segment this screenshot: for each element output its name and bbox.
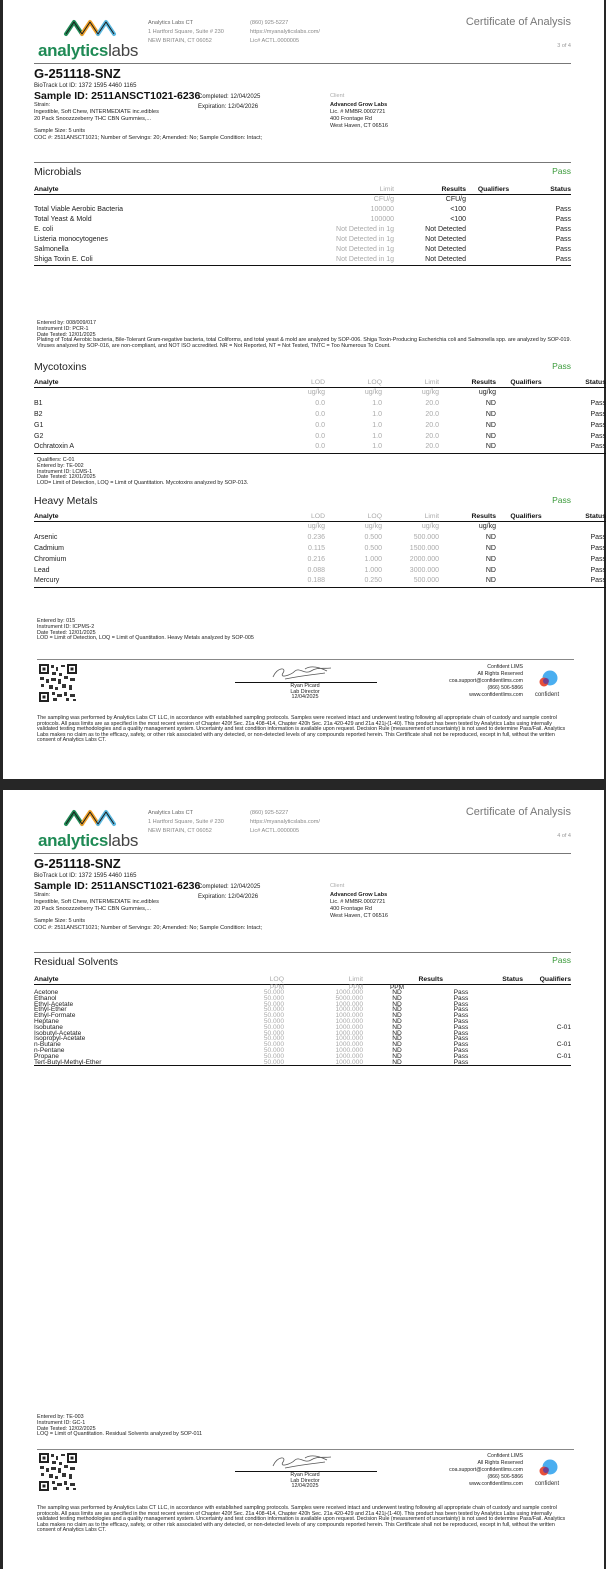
lims-email-link[interactable]: coa.support@confidentlims.com xyxy=(449,1467,523,1473)
lims-email-link[interactable]: coa.support@confidentlims.com xyxy=(449,678,523,684)
page-number: 4 of 4 xyxy=(557,833,571,839)
coa-page-4 xyxy=(3,790,604,1569)
page-header xyxy=(34,802,571,854)
qr-code-icon[interactable] xyxy=(39,1453,77,1491)
lims-info: Confident LIMS All Rights Reserved coa.support@confidentlims.com (866) 506-5866 www.confidentlims.com xyxy=(403,664,523,699)
table-row: Propane 50.000 1000.000 ND Pass C-01 xyxy=(34,1052,571,1060)
heavy-metals-section xyxy=(34,495,606,595)
batch-id: G-251118-SNZ xyxy=(34,856,121,871)
heavy-metals-notes: Entered by: 015 Instrument ID: ICPMS-2 Date Tested: 12/01/2025 LOD = Limit of Detection, LOQ = Limit of Quantitation. Heavy Metals analyzed by SOP-005 xyxy=(37,618,254,642)
section-status: Pass xyxy=(552,166,571,176)
signature-icon xyxy=(265,663,345,683)
table-row: n-Pentane 50.000 1000.000 ND Pass xyxy=(34,1047,469,1055)
confident-logo-icon xyxy=(530,668,564,692)
table-row: Lead 0.088 1.000 3000.000 ND Pass xyxy=(34,566,606,574)
strain-info: Strain: Ingestible, Soft Chew, INTERMEDIATE inc.edibles 20 Pack Snoozzzeberry THC CBN Gummies,... xyxy=(34,892,159,912)
microbials-table: Analyte Limit Results Qualifiers Status CFU/g CFU/g Total Viable Aerobic Bacteria 100000 <100 Pass Total Yeast & Mold 100000 <100 Pass E. coli Not Detected in 1g Not Detected Pass Listeria monocytogenes Not Detected in 1g Not Detected Pass Salmonella Not Detected in 1g Not Detected Pass Shiga Toxin E. Coli Not Detected in 1g Not Detected Pass xyxy=(34,185,571,266)
doc-title: Certificate of Analysis xyxy=(465,16,571,28)
mycotoxins-section xyxy=(34,361,606,461)
coa-page-3 xyxy=(3,0,604,779)
section-status: Pass xyxy=(552,361,571,371)
table-row: Total Yeast & Mold 100000 <100 Pass xyxy=(34,216,571,223)
analytics-labs-logo xyxy=(36,804,139,852)
sample-size: Sample Size: 5 units COC #: 2511ANSCT1021; Number of Servings: 20; Amended: No; Sample Condition: Intact; xyxy=(34,128,263,141)
table-row: Salmonella Not Detected in 1g Not Detected Pass xyxy=(34,246,571,253)
table-row: Acetone 50.000 1000.000 ND Pass xyxy=(34,989,469,997)
table-row: Tert-Butyl-Methyl-Ether 50.000 1000.000 ND Pass xyxy=(34,1060,571,1066)
biotrack-lot-id: BioTrack Lot ID: 1372 1595 4460 1165 xyxy=(34,83,137,89)
table-row: Isobutane 50.000 1000.000 ND Pass C-01 xyxy=(34,1023,571,1031)
disclaimer-text: The sampling was performed by Analytics Labs CT LLC, in accordance with established sampling protocols. Samples were received intact and underwent testing following all appropriate chain of custody and sample control protocols. All pass limits are as specified in the most recent version of Chapter 420f Sec. 21a 408-414, Chapter 420h Sec. 21a 420-429 and 21a 421j-(1-40). This product has been tested by Analytics Labs using internally validated testing methodologies and a quality management system. Uncertainty and test condition information is available upon request. Decision Rule (measurement of uncertainty) is not used to determine Pass/Fail. Analytics Labs makes no claim as to the efficacy, safety, or other risk associated with any detected, or non-detected levels of any compounds reported herein. This Certificate shall not be reproduced, except in full, without the written consent of Analytics Labs CT. xyxy=(37,715,566,744)
confident-logo-icon xyxy=(530,1457,564,1481)
section-title: Mycotoxins xyxy=(34,361,87,373)
table-row: B2 0.0 1.0 20.0 ND Pass xyxy=(34,410,606,418)
strain-info: Strain: Ingestible, Soft Chew, INTERMEDIATE inc.edibles 20 Pack Snoozzzeberry THC CBN Gummies,... xyxy=(34,102,159,122)
lims-info: Confident LIMS All Rights Reserved coa.support@confidentlims.com (866) 506-5866 www.confidentlims.com xyxy=(403,1453,523,1488)
logo-text: analyticslabs xyxy=(38,41,139,60)
sample-id: Sample ID: 2511ANSCT1021-6236 xyxy=(34,880,201,892)
table-row: Isobutyl-Acetate 50.000 1000.000 ND Pass xyxy=(34,1029,469,1037)
logo-wave-icon xyxy=(36,14,136,42)
table-row: Listeria monocytogenes Not Detected in 1g Not Detected Pass xyxy=(34,236,571,243)
table-row: Ethyl-Acetate 50.000 1000.000 ND Pass xyxy=(34,1000,469,1008)
client-info: Client Advanced Grow Labs Lic. # MMBR.0002721 400 Frontage Rd West Haven, CT 06516 xyxy=(330,93,388,129)
analytics-labs-logo xyxy=(36,14,139,62)
mycotoxins-table: Analyte LOD LOQ Limit Results Qualifiers Status ug/kg ug/kg ug/kg ug/kg B1 0.0 1.0 20.0 ND Pass B2 0.0 1.0 20.0 ND Pass G1 0.0 1.0 20.0 ND Pass G2 0.0 1.0 20.0 ND Pass Ochratoxin A 0.0 1.0 20.0 ND Pass xyxy=(34,378,606,454)
table-row: Isopropyl-Acetate 50.000 1000.000 ND Pass xyxy=(34,1035,469,1043)
table-row: G2 0.0 1.0 20.0 ND Pass xyxy=(34,432,606,440)
section-title: Microbials xyxy=(34,166,82,178)
table-row: n-Butane 50.000 1000.000 ND Pass C-01 xyxy=(34,1041,571,1049)
signer-block: Ryan Picard Lab Director 12/04/2025 xyxy=(290,1472,320,1490)
lab-address: Analytics Labs CT 1 Hartford Square, Suite # 230 NEW BRITAIN, CT 06052 xyxy=(148,20,224,44)
signer-block: Ryan Picard Lab Director 12/04/2025 xyxy=(290,683,320,701)
table-row: Mercury 0.188 0.250 500.000 ND Pass xyxy=(34,576,606,587)
confident-logo: confident xyxy=(530,1457,564,1487)
lims-url-link[interactable]: www.confidentlims.com xyxy=(469,692,523,698)
lab-contact: (860) 925-5227 https://myanalyticslabs.com/ Lic# ACTL.0000005 xyxy=(250,20,320,44)
client-info: Client Advanced Grow Labs Lic. # MMBR.0002721 400 Frontage Rd West Haven, CT 06516 xyxy=(330,883,388,919)
footer-divider xyxy=(37,1449,574,1450)
table-row: Ethyl-Formate 50.000 1000.000 ND Pass xyxy=(34,1012,469,1020)
residual-solvents-notes: Entered by: TE-003 Instrument ID: GC-1 Date Tested: 12/02/2025 LOQ = Limit of Quantitation. Residual Solvents analyzed by SOP-011 xyxy=(37,1414,203,1438)
table-row: Heptane 50.000 1000.000 ND Pass xyxy=(34,1018,469,1026)
table-row: Ethanol 50.000 5000.000 ND Pass xyxy=(34,994,469,1002)
qr-code-icon[interactable] xyxy=(39,664,77,702)
sample-size: Sample Size: 5 units COC #: 2511ANSCT1021; Number of Servings: 20; Amended: No; Sample Condition: Intact; xyxy=(34,918,263,931)
microbials-notes: Entered by: 008/009/017 Instrument ID: PCR-1 Date Tested: 12/01/2025 Plating of Total Aerobic bacteria, Bile-Tolerant Gram-negative bacteria, total Coliforms, and total yeast & mold are analyzed by SOP-006. Shiga Toxin-Producing Escherichia coli and Salmonella spp. are analyzed by SOP-019. Viruses analyzed by SOP-016, are non-compliant, and NOT ISO accredited. NR = Not Reported, NT = Not Tested, TNTC = Too Numerous To Count. xyxy=(37,320,572,350)
table-row: Chromium 0.216 1.000 2000.000 ND Pass xyxy=(34,555,606,563)
lims-url-link[interactable]: www.confidentlims.com xyxy=(469,1481,523,1487)
table-row: Ochratoxin A 0.0 1.0 20.0 ND Pass xyxy=(34,442,606,453)
sample-id: Sample ID: 2511ANSCT1021-6236 xyxy=(34,90,201,102)
logo-text: analyticslabs xyxy=(38,831,139,850)
sample-dates: Completed: 12/04/2025 Expiration: 12/04/2026 xyxy=(198,884,261,900)
section-status: Pass xyxy=(552,495,571,505)
doc-title: Certificate of Analysis xyxy=(465,806,571,818)
section-title: Residual Solvents xyxy=(34,956,119,968)
residual-solvents-table: Analyte LOQ Limit Results Status Qualifiers xyxy=(34,976,571,983)
section-title: Heavy Metals xyxy=(34,495,98,507)
confident-logo: confident xyxy=(530,668,564,698)
lab-url-link[interactable]: https://myanalyticslabs.com/ xyxy=(250,29,320,35)
batch-id: G-251118-SNZ xyxy=(34,66,121,81)
mycotoxins-notes: Qualifiers: C-01 Entered by: TE-002 Instrument ID: LCMS-1 Date Tested: 12/01/2025 LOD= Limit of Detection, LOQ = Limit of Quantitation. Mycotoxins analyzed by SOP-013. xyxy=(37,457,249,487)
biotrack-lot-id: BioTrack Lot ID: 1372 1595 4460 1165 xyxy=(34,873,137,879)
lab-address: Analytics Labs CT 1 Hartford Square, Suite # 230 NEW BRITAIN, CT 06052 xyxy=(148,810,224,834)
table-row: G1 0.0 1.0 20.0 ND Pass xyxy=(34,421,606,429)
lab-url-link[interactable]: https://myanalyticslabs.com/ xyxy=(250,819,320,825)
table-row: E. coli Not Detected in 1g Not Detected Pass xyxy=(34,226,571,233)
sample-dates: Completed: 12/04/2025 Expiration: 12/04/2026 xyxy=(198,94,261,110)
residual-solvents-data xyxy=(34,990,571,1066)
table-row: Shiga Toxin E. Coli Not Detected in 1g Not Detected Pass xyxy=(34,255,571,266)
lab-contact: (860) 925-5227 https://myanalyticslabs.com/ Lic# ACTL.0000005 xyxy=(250,810,320,834)
signature-icon xyxy=(265,1452,345,1472)
table-row: B1 0.0 1.0 20.0 ND Pass xyxy=(34,399,606,407)
logo-wave-icon xyxy=(36,804,136,832)
page-number: 3 of 4 xyxy=(557,43,571,49)
residual-solvents-rows: PPM PPM PPM xyxy=(269,984,405,991)
disclaimer-text: The sampling was performed by Analytics Labs CT LLC, in accordance with established sampling protocols. Samples were received intact and underwent testing following all appropriate chain of custody and sample control protocols. All pass limits are as specified in the most recent version of Chapter 420f Sec. 21a 408-414, Chapter 420h Sec. 21a 420-429 and 21a 421j-(1-40). This product has been tested by Analytics Labs using internally validated testing methodologies and a quality management system. Uncertainty and test condition information is available upon request. Decision Rule (measurement of uncertainty) is not used to determine Pass/Fail. Analytics Labs makes no claim as to the efficacy, safety, or other risk associated with any detected, or non-detected levels of any compounds reported herein. This Certificate shall not be reproduced, except in full, without the written consent of Analytics Labs CT. xyxy=(37,1505,566,1534)
table-row: Total Viable Aerobic Bacteria 100000 <100 Pass xyxy=(34,206,571,213)
table-row: Arsenic 0.236 0.500 500.000 ND Pass xyxy=(34,533,606,541)
heavy-metals-table: Analyte LOD LOQ Limit Results Qualifiers Status ug/kg ug/kg ug/kg ug/kg Arsenic 0.236 0.500 500.000 ND Pass Cadmium 0.115 0.500 1500.000 ND Pass Chromium 0.216 1.000 2000.000 ND Pass Lead 0.088 1.000 3000.000 ND Pass Mercury 0.188 0.250 500.000 ND Pass xyxy=(34,512,606,588)
microbials-section xyxy=(34,162,571,266)
page-header xyxy=(34,12,571,64)
table-row: Ethyl-Ether 50.000 1000.000 ND Pass xyxy=(34,1006,469,1014)
table-row: Cadmium 0.115 0.500 1500.000 ND Pass xyxy=(34,544,606,552)
section-status: Pass xyxy=(552,955,571,965)
footer-divider xyxy=(37,659,574,660)
